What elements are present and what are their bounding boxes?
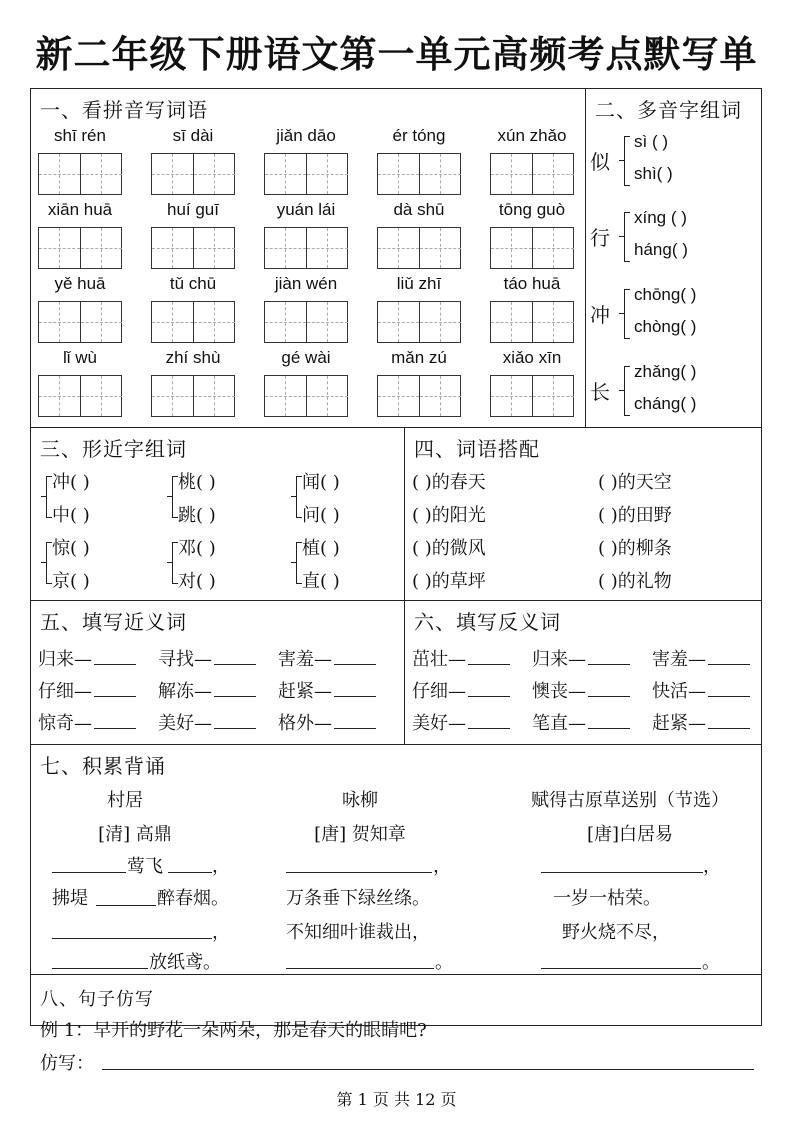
tianzige-cell[interactable]	[39, 302, 80, 342]
poem-line: 放纸鸢。	[149, 952, 221, 973]
poem-title: 咏柳	[342, 790, 378, 811]
poem-line: 野火烧不尽，	[562, 922, 670, 943]
answer-blank[interactable]	[541, 872, 703, 873]
section-title-antonyms: 六、填写反义词	[414, 610, 561, 634]
poem-line: 一岁一枯荣。	[553, 888, 661, 909]
answer-blank[interactable]	[541, 968, 701, 969]
tianzige-box[interactable]	[490, 301, 574, 343]
brace	[624, 136, 630, 186]
poem-author: [唐] 贺知章	[314, 824, 406, 845]
collocation-item[interactable]: ( )的田野	[598, 505, 672, 526]
word-label: 仔细—	[412, 681, 466, 702]
pinyin-label: tǔ chū	[169, 274, 217, 293]
polyphonic-reading[interactable]: xíng ( )	[634, 208, 687, 227]
answer-blank[interactable]	[286, 968, 434, 969]
word-label: 茁壮—	[412, 649, 466, 670]
word-entry	[412, 709, 510, 735]
word-label: 归来—	[38, 649, 92, 670]
tianzige-cell[interactable]	[306, 154, 348, 194]
tianzige-cell[interactable]	[532, 302, 574, 342]
divider	[30, 974, 762, 975]
word-entry	[38, 645, 136, 671]
similar-char-entry[interactable]: 中( )	[52, 505, 90, 526]
word-entry	[278, 709, 376, 735]
similar-char-entry[interactable]: 直( )	[302, 571, 340, 592]
answer-blank[interactable]	[94, 678, 136, 697]
tianzige-box[interactable]	[377, 375, 461, 417]
word-label: 害羞—	[278, 649, 332, 670]
tianzige-cell[interactable]	[265, 376, 306, 416]
tianzige-cell[interactable]	[39, 228, 80, 268]
word-entry	[278, 645, 376, 671]
polyphonic-reading[interactable]: shì( )	[634, 164, 673, 183]
word-entry	[652, 645, 750, 671]
tianzige-box[interactable]	[490, 227, 574, 269]
poem-author: [清] 高鼎	[98, 824, 172, 845]
poem-line: 万条垂下绿丝绦。	[286, 888, 430, 909]
answer-blank[interactable]	[588, 710, 630, 729]
tianzige-cell[interactable]	[80, 302, 122, 342]
tianzige-cell[interactable]	[491, 154, 532, 194]
tianzige-cell[interactable]	[378, 376, 419, 416]
word-entry	[652, 677, 750, 703]
tianzige-cell[interactable]	[306, 302, 348, 342]
word-label: 格外—	[278, 713, 332, 734]
tianzige-box[interactable]	[264, 301, 348, 343]
answer-blank[interactable]	[334, 678, 376, 697]
word-entry	[38, 677, 136, 703]
word-label: 仔细—	[38, 681, 92, 702]
tianzige-box[interactable]	[490, 153, 574, 195]
tianzige-cell[interactable]	[152, 302, 193, 342]
tianzige-cell[interactable]	[39, 154, 80, 194]
section-title-synonyms: 五、填写近义词	[40, 610, 187, 634]
tianzige-cell[interactable]	[193, 228, 235, 268]
word-label: 解冻—	[158, 681, 212, 702]
tianzige-box[interactable]	[377, 153, 461, 195]
word-label: 寻找—	[158, 649, 212, 670]
similar-char-entry[interactable]: 闻( )	[302, 472, 340, 493]
poem-line: 醉春烟。	[157, 888, 229, 909]
answer-blank[interactable]	[52, 968, 148, 969]
word-entry	[532, 645, 630, 671]
divider	[585, 88, 586, 427]
tianzige-box[interactable]	[377, 227, 461, 269]
tianzige-cell[interactable]	[419, 228, 461, 268]
polyphonic-reading[interactable]: chōng( )	[634, 285, 697, 304]
poem-line: ，	[212, 856, 230, 877]
word-label: 归来—	[532, 649, 586, 670]
word-label: 赶紧—	[278, 681, 332, 702]
polyphonic-reading[interactable]: háng( )	[634, 240, 688, 259]
word-label: 赶紧—	[652, 713, 706, 734]
answer-blank[interactable]	[588, 646, 630, 665]
tianzige-cell[interactable]	[491, 228, 532, 268]
similar-char-entry[interactable]: 冲( )	[52, 472, 90, 493]
tianzige-cell[interactable]	[491, 376, 532, 416]
answer-blank[interactable]	[286, 872, 432, 873]
tianzige-cell[interactable]	[39, 376, 80, 416]
word-entry	[278, 677, 376, 703]
collocation-item[interactable]: ( )的阳光	[412, 505, 486, 526]
answer-blank[interactable]	[96, 905, 156, 906]
poem-title: 村居	[107, 790, 143, 811]
tianzige-box[interactable]	[38, 227, 122, 269]
polyphonic-reading[interactable]: sì ( )	[634, 132, 668, 151]
section-title-pinyin: 一、看拼音写词语	[40, 98, 208, 122]
poem-line: 拂堤	[52, 888, 88, 909]
tianzige-cell[interactable]	[265, 302, 306, 342]
divider	[30, 744, 762, 745]
poem-author: [唐]白居易	[586, 824, 674, 845]
tianzige-cell[interactable]	[491, 302, 532, 342]
answer-blank[interactable]	[468, 678, 510, 697]
similar-char-entry[interactable]: 问( )	[302, 505, 340, 526]
tianzige-cell[interactable]	[80, 376, 122, 416]
tianzige-box[interactable]	[264, 227, 348, 269]
section-title-polyphonic: 二、多音字组词	[595, 98, 742, 122]
polyphonic-char: 似	[590, 150, 610, 174]
example-sentence: 例 1：早开的野花一朵两朵，那是春天的眼睛吧?	[40, 1020, 427, 1041]
word-entry	[412, 677, 510, 703]
collocation-item[interactable]: ( )的天空	[598, 472, 672, 493]
word-entry	[532, 709, 630, 735]
polyphonic-reading[interactable]: cháng( )	[634, 394, 697, 413]
pinyin-label: sī dài	[172, 126, 214, 145]
divider	[30, 427, 762, 428]
tianzige-box[interactable]	[490, 375, 574, 417]
word-entry	[158, 645, 256, 671]
poem-title: 赋得古原草送别（节选）	[531, 790, 729, 811]
collocation-item[interactable]: ( )的春天	[412, 472, 486, 493]
tianzige-cell[interactable]	[193, 154, 235, 194]
word-label: 美好—	[158, 713, 212, 734]
tianzige-cell[interactable]	[306, 228, 348, 268]
pinyin-label: zhí shù	[165, 348, 221, 367]
pinyin-label: xiān huā	[47, 200, 113, 219]
pinyin-label: mǎn zú	[391, 348, 447, 367]
word-entry	[652, 709, 750, 735]
poem-line: 。	[435, 952, 453, 973]
word-label: 惊奇—	[38, 713, 92, 734]
tianzige-cell[interactable]	[306, 376, 348, 416]
word-entry	[532, 677, 630, 703]
answer-blank[interactable]	[214, 710, 256, 729]
tianzige-cell[interactable]	[532, 228, 574, 268]
section-title-imitation: 八、句子仿写	[40, 989, 154, 1010]
collocation-item[interactable]: ( )的草坪	[412, 571, 486, 592]
pinyin-label: jiàn wén	[274, 274, 338, 293]
tianzige-cell[interactable]	[80, 228, 122, 268]
collocation-item[interactable]: ( )的礼物	[598, 571, 672, 592]
pinyin-label: liǔ zhī	[396, 274, 442, 293]
answer-blank[interactable]	[168, 872, 212, 873]
word-label: 美好—	[412, 713, 466, 734]
imitate-answer-line[interactable]	[102, 1069, 754, 1070]
pinyin-label: yě huā	[54, 274, 106, 293]
tianzige-cell[interactable]	[378, 228, 419, 268]
tianzige-box[interactable]	[151, 375, 235, 417]
pinyin-label: xún zhǎo	[497, 126, 567, 145]
pinyin-label: gé wài	[281, 348, 331, 367]
divider	[404, 427, 405, 744]
word-label: 快活—	[652, 681, 706, 702]
word-entry	[38, 709, 136, 735]
answer-blank[interactable]	[468, 646, 510, 665]
brace	[624, 366, 630, 416]
collocation-item[interactable]: ( )的微风	[412, 538, 486, 559]
tianzige-cell[interactable]	[532, 376, 574, 416]
section-title-similar-chars: 三、形近字组词	[40, 437, 187, 461]
tianzige-cell[interactable]	[265, 154, 306, 194]
tianzige-cell[interactable]	[378, 154, 419, 194]
answer-blank[interactable]	[94, 646, 136, 665]
polyphonic-char: 冲	[590, 303, 610, 327]
answer-blank[interactable]	[214, 678, 256, 697]
tianzige-box[interactable]	[264, 375, 348, 417]
polyphonic-char: 长	[590, 380, 610, 404]
pinyin-label: xiǎo xīn	[502, 348, 562, 367]
tianzige-box[interactable]	[377, 301, 461, 343]
answer-blank[interactable]	[708, 678, 750, 697]
divider	[30, 600, 762, 601]
tianzige-box[interactable]	[38, 301, 122, 343]
section-title-recitation: 七、积累背诵	[40, 754, 166, 778]
polyphonic-reading[interactable]: zhǎng( )	[634, 362, 697, 381]
similar-char-entry[interactable]: 桃( )	[178, 472, 216, 493]
answer-blank[interactable]	[708, 710, 750, 729]
pinyin-label: táo huā	[503, 274, 561, 293]
tianzige-box[interactable]	[151, 301, 235, 343]
tianzige-cell[interactable]	[152, 154, 193, 194]
tianzige-box[interactable]	[264, 153, 348, 195]
word-entry	[158, 709, 256, 735]
tianzige-cell[interactable]	[193, 376, 235, 416]
similar-char-entry[interactable]: 惊( )	[52, 538, 90, 559]
word-label: 害羞—	[652, 649, 706, 670]
page-title: 新二年级下册语文第一单元高频考点默写单	[35, 32, 758, 76]
poem-line: 。	[702, 952, 720, 973]
similar-char-entry[interactable]: 对( )	[178, 571, 216, 592]
brace	[624, 212, 630, 262]
pinyin-label: lǐ wù	[62, 348, 97, 367]
tianzige-box[interactable]	[38, 375, 122, 417]
poem-line: ，	[703, 856, 721, 877]
polyphonic-reading[interactable]: chòng( )	[634, 317, 697, 336]
word-entry	[412, 645, 510, 671]
imitate-label: 仿写：	[40, 1053, 94, 1074]
similar-char-entry[interactable]: 植( )	[302, 538, 340, 559]
tianzige-box[interactable]	[38, 153, 122, 195]
polyphonic-char: 行	[590, 226, 610, 250]
similar-char-entry[interactable]: 京( )	[52, 571, 90, 592]
word-label: 笔直—	[532, 713, 586, 734]
answer-blank[interactable]	[708, 646, 750, 665]
answer-blank[interactable]	[588, 678, 630, 697]
poem-line: ，	[212, 922, 230, 943]
brace	[624, 289, 630, 339]
poem-line: ，	[433, 856, 451, 877]
pinyin-label: dà shū	[393, 200, 445, 219]
tianzige-cell[interactable]	[419, 376, 461, 416]
similar-char-entry[interactable]: 邓( )	[178, 538, 216, 559]
tianzige-box[interactable]	[151, 153, 235, 195]
collocation-item[interactable]: ( )的柳条	[598, 538, 672, 559]
answer-blank[interactable]	[468, 710, 510, 729]
tianzige-box[interactable]	[151, 227, 235, 269]
word-entry	[158, 677, 256, 703]
tianzige-cell[interactable]	[378, 302, 419, 342]
tianzige-cell[interactable]	[532, 154, 574, 194]
tianzige-cell[interactable]	[419, 154, 461, 194]
answer-blank[interactable]	[94, 710, 136, 729]
section-title-word-match: 四、词语搭配	[414, 437, 540, 461]
tianzige-cell[interactable]	[152, 376, 193, 416]
answer-blank[interactable]	[334, 710, 376, 729]
answer-blank[interactable]	[52, 872, 126, 873]
similar-char-entry[interactable]: 跳( )	[178, 505, 216, 526]
poem-line: 莺飞	[127, 856, 163, 877]
answer-blank[interactable]	[334, 646, 376, 665]
poem-line: 不知细叶谁裁出，	[286, 922, 430, 943]
pinyin-label: ér tóng	[392, 126, 446, 145]
tianzige-cell[interactable]	[152, 228, 193, 268]
pinyin-label: huí guī	[167, 200, 219, 219]
pinyin-label: jiǎn dāo	[276, 126, 336, 145]
tianzige-cell[interactable]	[193, 302, 235, 342]
tianzige-cell[interactable]	[419, 302, 461, 342]
word-label: 懊丧—	[532, 681, 586, 702]
pinyin-label: yuán lái	[276, 200, 336, 219]
tianzige-cell[interactable]	[265, 228, 306, 268]
tianzige-cell[interactable]	[80, 154, 122, 194]
pinyin-label: tōng guò	[498, 200, 566, 219]
answer-blank[interactable]	[214, 646, 256, 665]
answer-blank[interactable]	[52, 938, 212, 939]
pinyin-label: shī rén	[54, 126, 106, 145]
page-footer: 第 1 页 共 12 页	[336, 1090, 457, 1109]
